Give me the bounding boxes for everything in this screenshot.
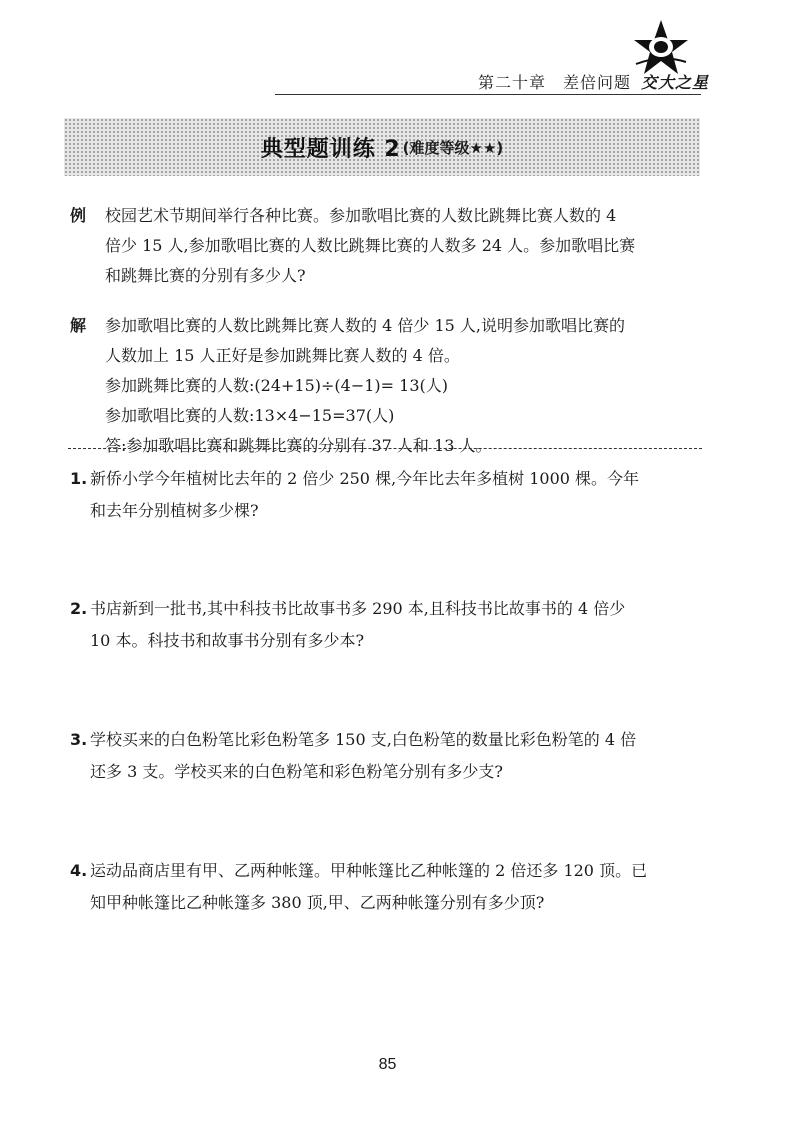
example-block: [70, 201, 710, 291]
banner-difficulty: (难度等级★★): [402, 138, 504, 157]
problem-line: 和去年分别植树多少棵?: [90, 501, 259, 520]
problem-line: 10 本。科技书和故事书分别有多少本?: [90, 631, 365, 650]
solution-answer: 答:参加歌唱比赛和跳舞比赛的分别有 37 人和 13 人。: [105, 436, 492, 455]
chapter-title: 第二十章 差倍问题: [478, 73, 632, 92]
solution-block: [70, 311, 710, 461]
problem-line: 知甲种帐篷比乙种帐篷多 380 顶,甲、乙两种帐篷分别有多少顶?: [90, 893, 545, 912]
solution-marker: 解: [70, 316, 87, 335]
problem-item: [70, 463, 712, 527]
example-line: 倍少 15 人,参加歌唱比赛的人数比跳舞比赛的人数多 24 人。参加歌唱比赛: [105, 236, 636, 255]
example-line: 校园艺术节期间举行各种比赛。参加歌唱比赛的人数比跳舞比赛人数的 4: [105, 206, 617, 225]
problem-number: 3.: [70, 730, 88, 749]
header-rule: [275, 94, 701, 95]
solution-line: 参加跳舞比赛的人数:(24+15)÷(4−1)= 13(人): [105, 376, 448, 395]
problem-line: 还多 3 支。学校买来的白色粉笔和彩色粉笔分别有多少支?: [90, 762, 503, 781]
brand-name: 交大之星: [641, 73, 710, 92]
chapter-header: [478, 70, 709, 93]
problem-number: 4.: [70, 861, 88, 880]
solution-line: 参加歌唱比赛的人数比跳舞比赛人数的 4 倍少 15 人,说明参加歌唱比赛的: [105, 316, 625, 335]
problem-line: 学校买来的白色粉笔比彩色粉笔多 150 支,白色粉笔的数量比彩色粉笔的 4 倍: [90, 730, 637, 749]
problem-line: 书店新到一批书,其中科技书比故事书多 290 本,且科技书比故事书的 4 倍少: [90, 599, 626, 618]
solution-line: 人数加上 15 人正好是参加跳舞比赛人数的 4 倍。: [105, 346, 460, 365]
example-marker: 例: [70, 206, 87, 225]
problem-line: 运动品商店里有甲、乙两种帐篷。甲种帐篷比乙种帐篷的 2 倍还多 120 顶。已: [90, 861, 648, 880]
section-banner: [64, 118, 700, 176]
example-line: 和跳舞比赛的分别有多少人?: [105, 266, 306, 285]
solution-line: 参加歌唱比赛的人数:13×4−15=37(人): [105, 406, 395, 425]
page-number: 85: [378, 1056, 397, 1073]
banner-title: 典型题训练 2: [260, 136, 401, 162]
problem-item: [70, 593, 712, 657]
star-logo-icon: [632, 18, 690, 78]
dashed-divider: [68, 448, 702, 449]
problem-line: 新侨小学今年植树比去年的 2 倍少 250 棵,今年比去年多植树 1000 棵。今年: [90, 469, 640, 488]
problem-number: 1.: [70, 469, 88, 488]
problem-item: [70, 855, 712, 919]
problem-number: 2.: [70, 599, 88, 618]
problem-item: [70, 724, 712, 788]
